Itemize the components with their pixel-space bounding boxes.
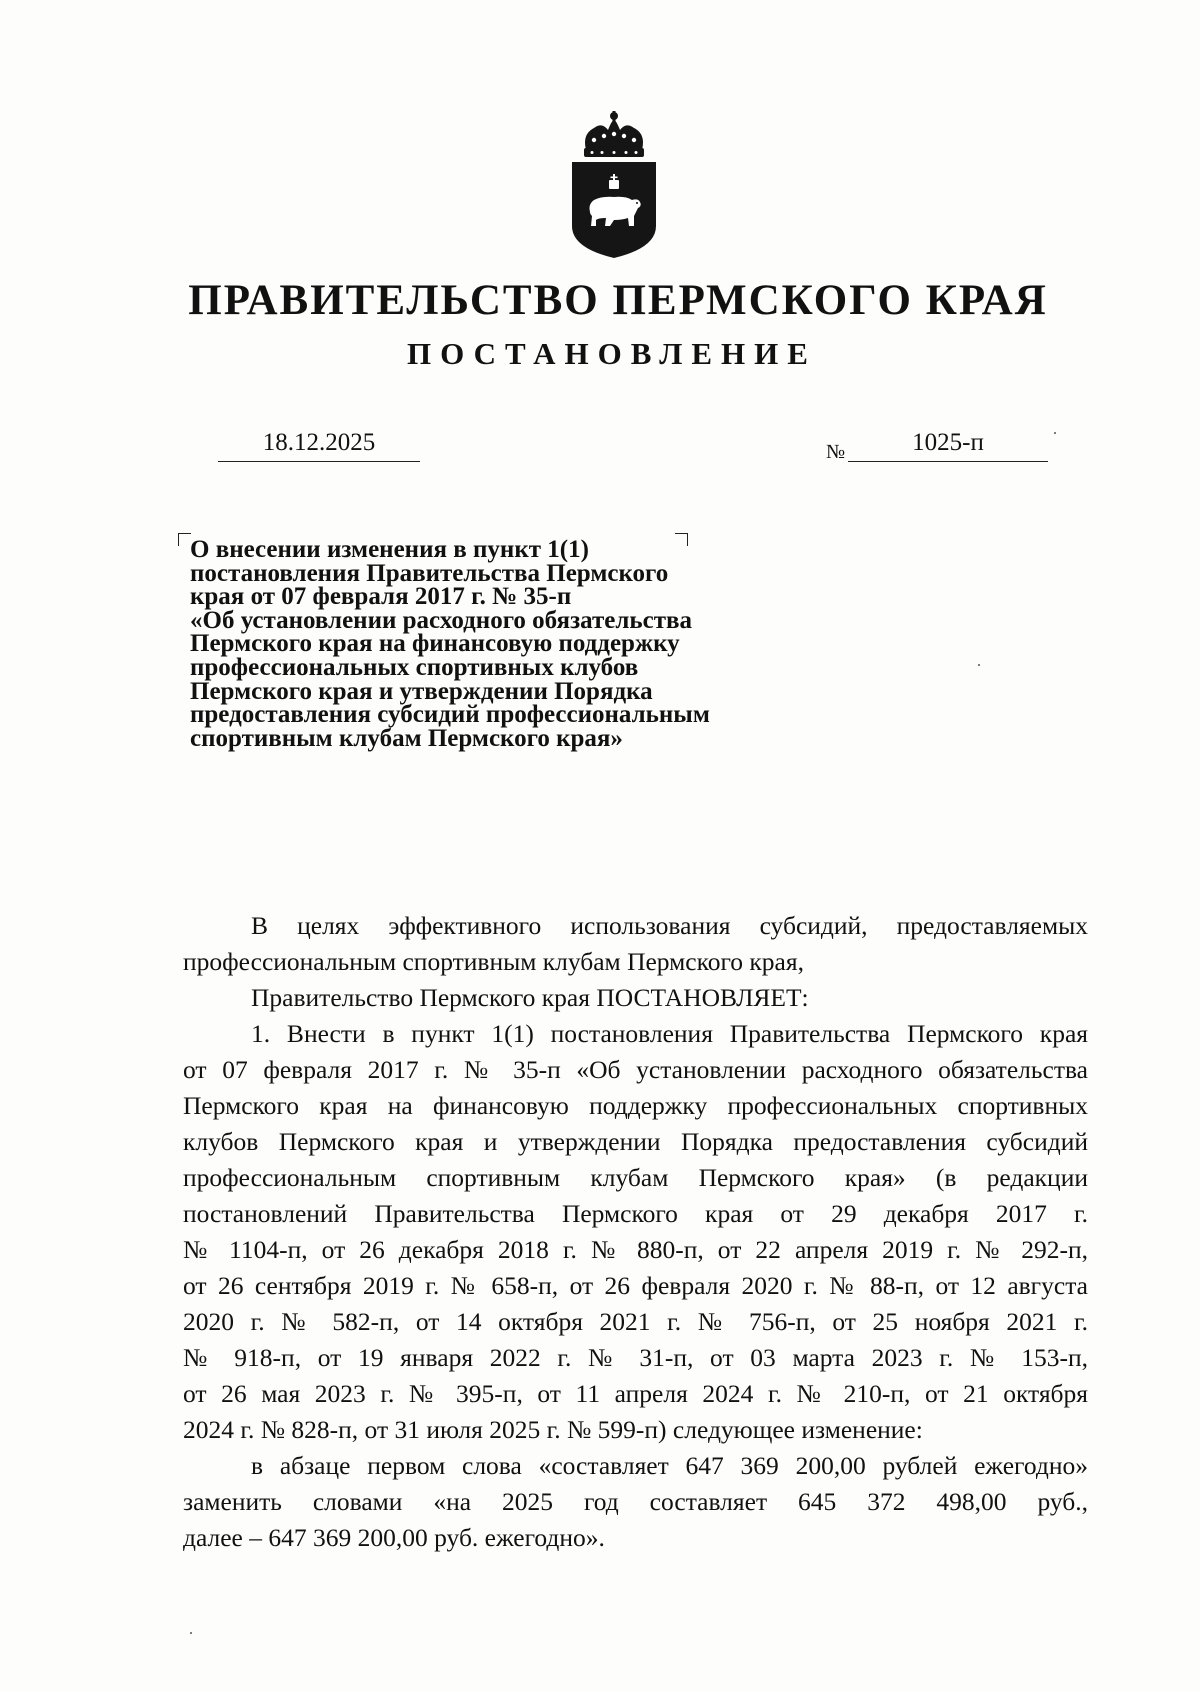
subject-line: Пермского края на финансовую поддержку [190,630,680,658]
body-line: Пермского края на финансовую поддержку профессиональных спортивных [183,1091,1088,1120]
body-line: постановлений Правительства Пермского края от 29 декабря 2017 г. [183,1199,1088,1228]
body-line: от 26 мая 2023 г. № 395-п, от 11 апреля 2024 г. № 210-п, от 21 октября [183,1379,1088,1408]
subject-line: края от 07 февраля 2017 г. № 35-п [190,583,572,611]
subject-line: предоставления субсидий профессиональным [190,701,710,729]
body-line: № 918-п, от 19 января 2022 г. № 31-п, от 03 марта 2023 г. № 153-п, [183,1343,1088,1372]
coat-of-arms-icon [568,108,660,260]
scan-speck [978,664,980,666]
body-line: в абзаце первом слова «составляет 647 369 200,00 рублей ежегодно» [251,1451,1088,1480]
subject-line: О внесении изменения в пункт 1(1) [190,536,589,563]
subject-line: профессиональных спортивных клубов [190,653,639,681]
paragraph-resolves [183,980,1088,1016]
body-line: Правительство Пермского края ПОСТАНОВЛЯЕТ: [251,983,809,1012]
document-body [183,908,1088,1556]
body-line: 2020 г. № 582-п, от 14 октября 2021 г. № 756-п, от 25 ноября 2021 г. [183,1307,1088,1336]
body-line: профессиональным спортивным клубам Пермского края, [183,947,804,976]
body-line: 2024 г. № 828-п, от 31 июля 2025 г. № 599-п) следующее изменение: [183,1415,923,1444]
body-line: клубов Пермского края и утверждении Порядка предоставления субсидий [183,1127,1088,1156]
document-subject [190,538,830,750]
body-line: далее – 647 369 200,00 руб. ежегодно». [183,1523,605,1552]
number-sign: № [826,441,846,463]
document-number: 1025-п [848,425,1048,462]
scan-speck [1054,432,1056,434]
subject-line: «Об установлении расходного обязательства [190,606,692,634]
paragraph-amendment [183,1448,1088,1556]
body-line: от 07 февраля 2017 г. № 35-п «Об установлении расходного обязательства [183,1055,1088,1084]
body-line: профессиональным спортивным клубам Пермского края» (в редакции [183,1163,1088,1192]
document-type: ПОСТАНОВЛЕНИЕ [407,336,817,371]
body-line: № 1104-п, от 26 декабря 2018 г. № 880-п, от 22 апреля 2019 г. № 292-п, [183,1235,1088,1264]
subject-line: спортивным клубам Пермского края» [190,724,623,752]
paragraph-purpose [183,908,1088,980]
document-date: 18.12.2025 [218,425,420,462]
body-line: заменить словами «на 2025 год составляет 645 372 498,00 руб., [183,1487,1088,1516]
organization-title: ПРАВИТЕЛЬСТВО ПЕРМСКОГО КРАЯ [188,277,1048,324]
paragraph-item-1 [183,1016,1088,1448]
scan-speck [190,1632,192,1634]
body-line: 1. Внести в пункт 1(1) постановления Правительства Пермского края [251,1019,1088,1048]
body-line: от 26 сентября 2019 г. № 658-п, от 26 февраля 2020 г. № 88-п, от 12 августа [183,1271,1088,1300]
body-line: В целях эффективного использования субсидий, предоставляемых [251,911,1088,940]
subject-line: Пермского края и утверждении Порядка [190,677,653,705]
subject-line: постановления Правительства Пермского [190,559,669,587]
